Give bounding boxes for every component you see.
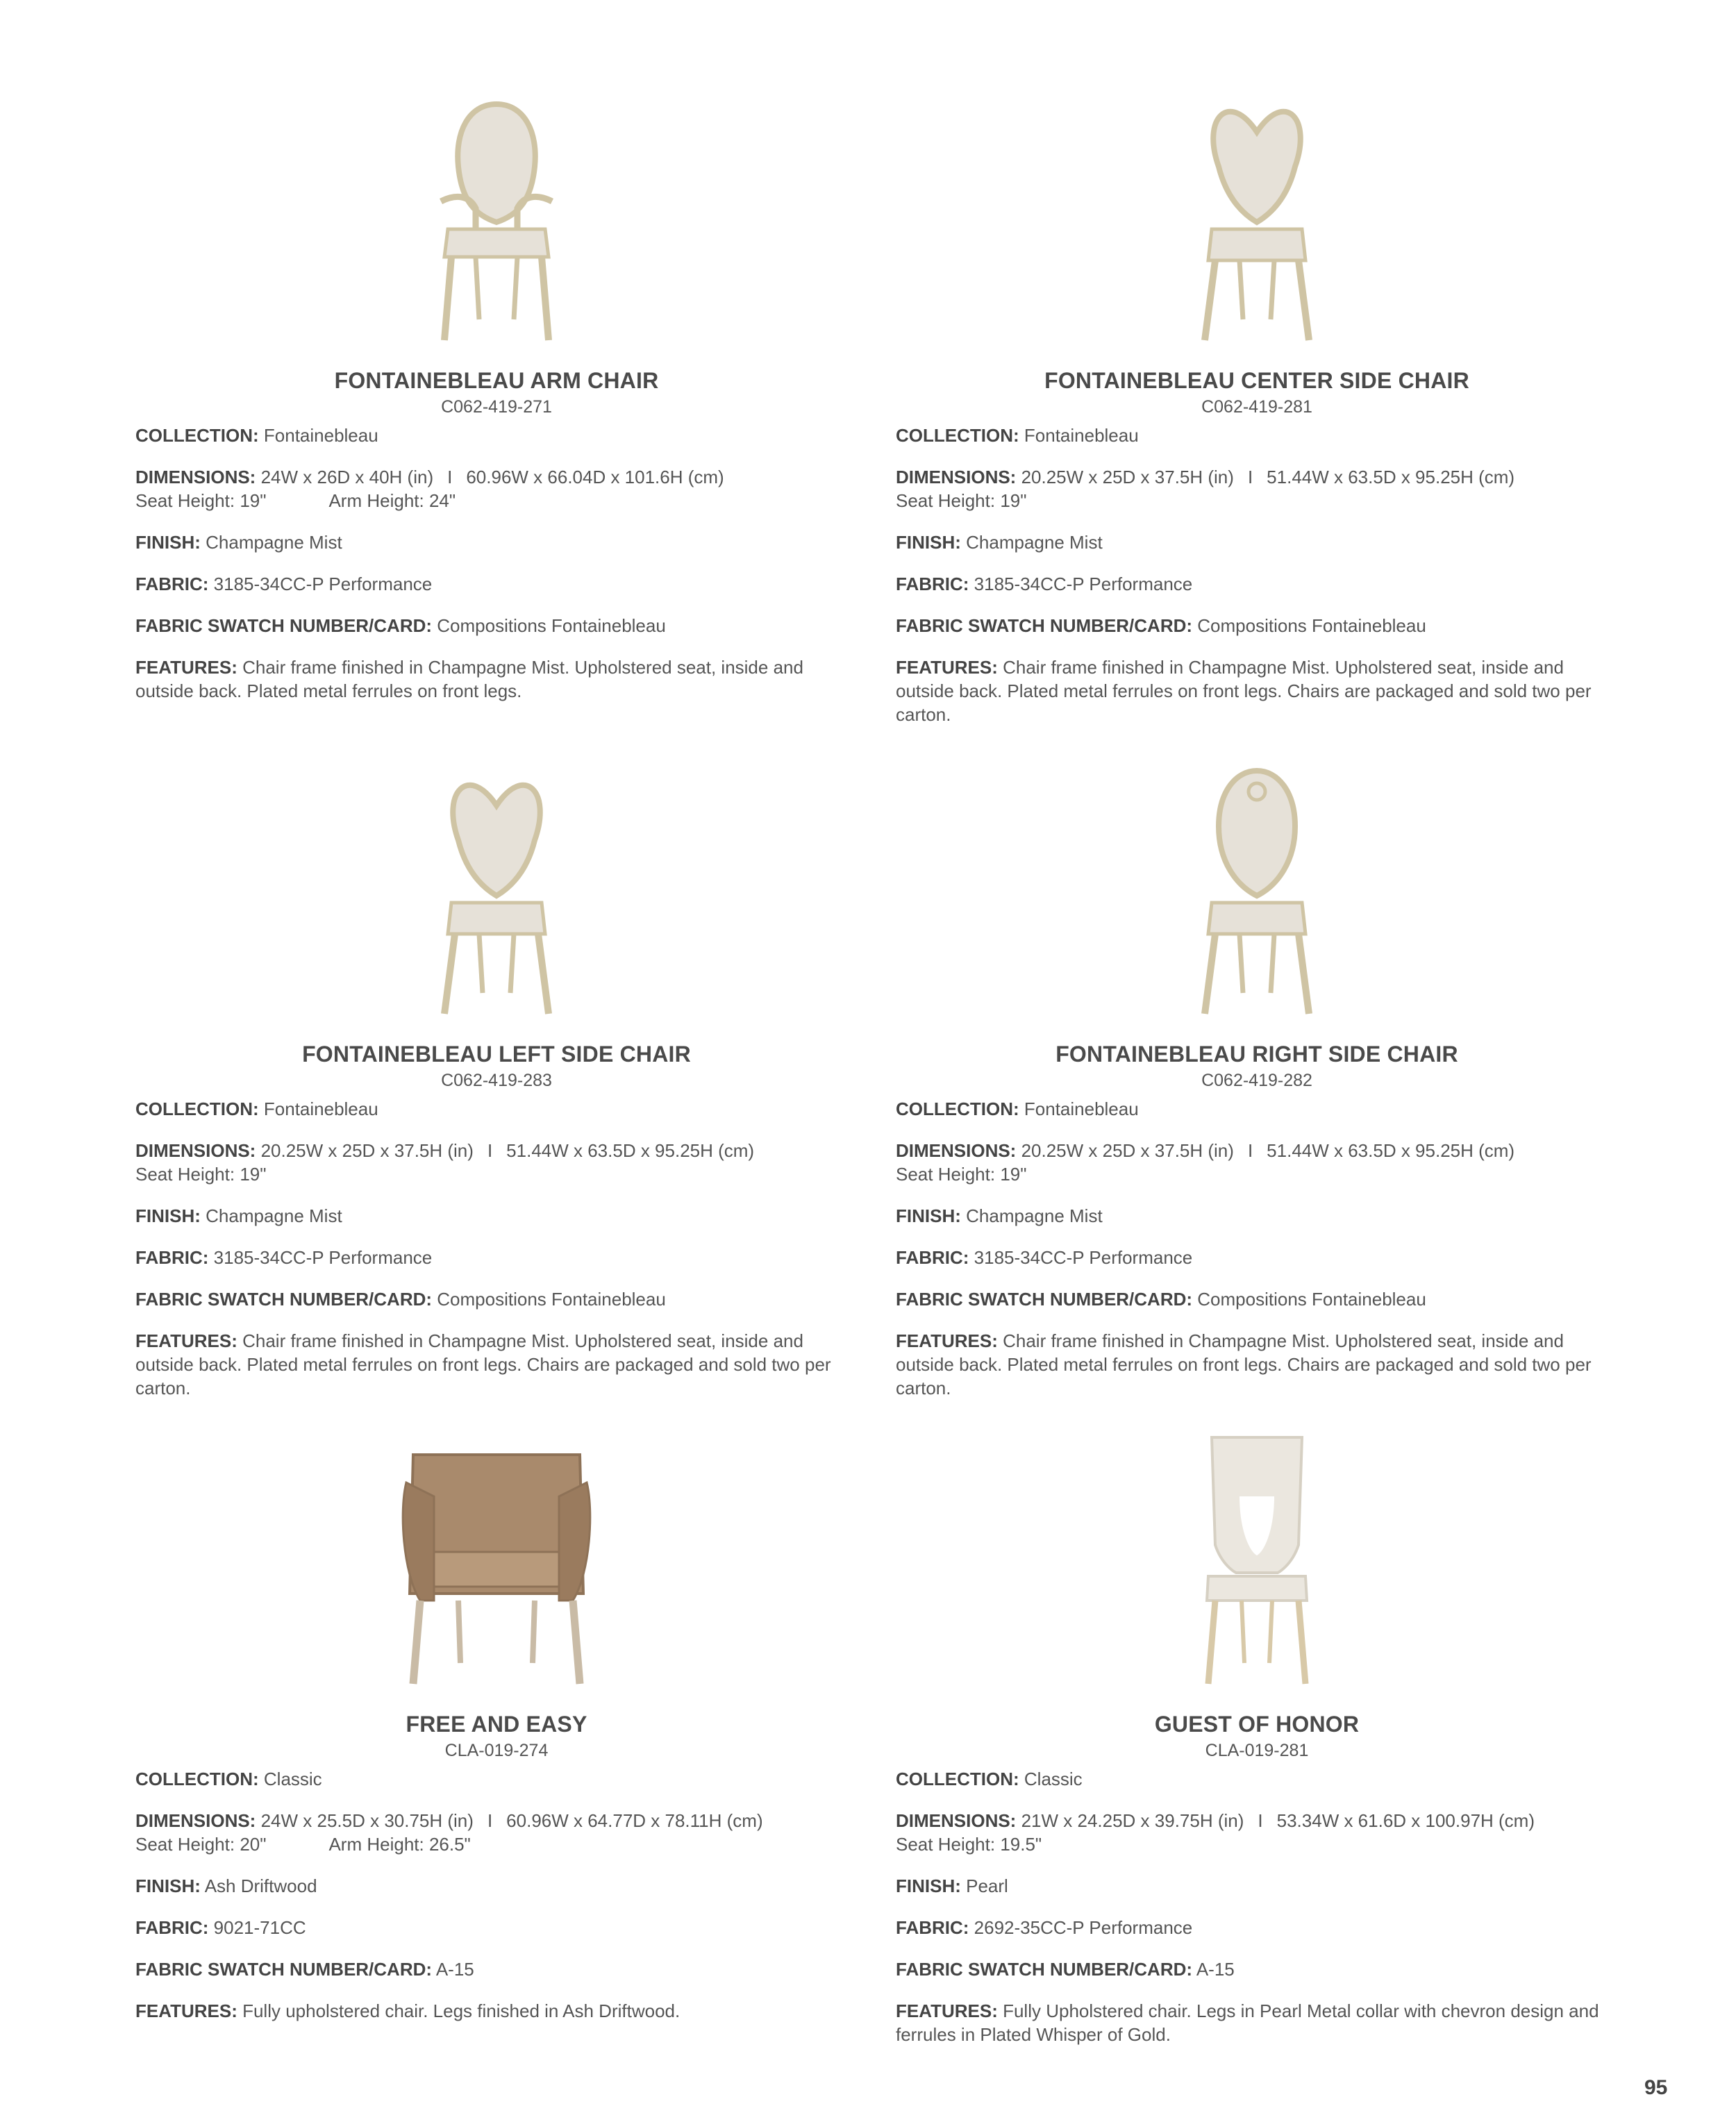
features-row: FEATURES: Chair frame finished in Champagne Mist. Upholstered seat, inside and outside back. Plated metal ferrules on front legs. Chairs are packaged and sold two per carton. <box>135 1330 831 1398</box>
swatch-row: FABRIC SWATCH NUMBER/CARD: Compositions Fontainebleau <box>896 615 1426 636</box>
page-number: 95 <box>1644 2076 1668 2099</box>
collection-row: COLLECTION: Classic <box>135 1769 322 1789</box>
fabric-row: FABRIC: 3185-34CC-P Performance <box>135 1247 433 1268</box>
right-side-chair-image <box>1187 764 1326 1028</box>
dimensions-row: DIMENSIONS: 24W x 25.5D x 30.75H (in) I 60.96W x 64.77D x 78.11H (cm) Seat Height: 20" Arm Height: 26.5" <box>135 1810 763 1855</box>
dimensions-row: DIMENSIONS: 21W x 24.25D x 39.75H (in) I 53.34W x 61.6D x 100.97H (cm) Seat Height: 19.5" <box>896 1810 1535 1855</box>
fabric-row: FABRIC: 3185-34CC-P Performance <box>896 1247 1193 1268</box>
swatch-row: FABRIC SWATCH NUMBER/CARD: A-15 <box>896 1959 1235 1980</box>
product-card <box>135 764 858 1400</box>
product-title: FONTAINEBLEAU LEFT SIDE CHAIR <box>302 1042 691 1067</box>
dimensions-row: DIMENSIONS: 20.25W x 25D x 37.5H (in) I 51.44W x 63.5D x 95.25H (cm) Seat Height: 19" <box>135 1140 755 1185</box>
product-title: FREE AND EASY <box>406 1712 587 1737</box>
finish-row: FINISH: Ash Driftwood <box>135 1875 317 1896</box>
collection-row: COLLECTION: Fontainebleau <box>135 1098 378 1119</box>
features-row: FEATURES: Chair frame finished in Champagne Mist. Upholstered seat, inside and outside back. Plated metal ferrules on front legs. Chairs are packaged and sold two per carton. <box>896 1330 1592 1398</box>
product-sku: CLA-019-274 <box>444 1741 549 1760</box>
collection-row: COLLECTION: Fontainebleau <box>135 425 378 446</box>
finish-row: FINISH: Pearl <box>896 1875 1008 1896</box>
club-chair-image <box>392 1434 601 1698</box>
dimensions-row: DIMENSIONS: 20.25W x 25D x 37.5H (in) I 51.44W x 63.5D x 95.25H (cm) Seat Height: 19" <box>896 467 1515 511</box>
product-card <box>896 90 1618 726</box>
product-image <box>135 764 858 1026</box>
features-row: FEATURES: Fully Upholstered chair. Legs in Pearl Metal collar with chevron design and ferrules in Plated Whisper of Gold. <box>896 2000 1599 2045</box>
product-image <box>896 1434 1618 1696</box>
product-sku: C062-419-281 <box>1201 397 1312 417</box>
product-sku: C062-419-271 <box>441 397 552 417</box>
features-row: FEATURES: Chair frame finished in Champagne Mist. Upholstered seat, inside and outside back. Plated metal ferrules on front legs. Chairs are packaged and sold two per carton. <box>896 657 1592 725</box>
product-sku: CLA-019-281 <box>1205 1741 1309 1760</box>
product-sku: C062-419-282 <box>1201 1071 1312 1090</box>
swatch-row: FABRIC SWATCH NUMBER/CARD: Compositions Fontainebleau <box>135 615 666 636</box>
swatch-row: FABRIC SWATCH NUMBER/CARD: A-15 <box>135 1959 474 1980</box>
swatch-row: FABRIC SWATCH NUMBER/CARD: Compositions Fontainebleau <box>896 1289 1426 1310</box>
dimensions-row: DIMENSIONS: 24W x 26D x 40H (in) I 60.96W x 66.04D x 101.6H (cm) Seat Height: 19" Arm Height: 24" <box>135 467 724 511</box>
left-side-chair-image <box>427 764 566 1028</box>
dimensions-row: DIMENSIONS: 20.25W x 25D x 37.5H (in) I 51.44W x 63.5D x 95.25H (cm) Seat Height: 19" <box>896 1140 1515 1185</box>
product-image <box>135 90 858 353</box>
product-card <box>135 90 858 703</box>
center-side-chair-image <box>1187 90 1326 354</box>
swatch-row: FABRIC SWATCH NUMBER/CARD: Compositions Fontainebleau <box>135 1289 666 1310</box>
product-title: FONTAINEBLEAU CENTER SIDE CHAIR <box>1044 368 1469 393</box>
product-title: FONTAINEBLEAU ARM CHAIR <box>334 368 659 393</box>
features-row: FEATURES: Chair frame finished in Champagne Mist. Upholstered seat, inside and outside back. Plated metal ferrules on front legs. <box>135 657 803 701</box>
product-card <box>896 1434 1618 2046</box>
tall-side-chair-image <box>1187 1434 1326 1698</box>
finish-row: FINISH: Champagne Mist <box>135 1205 342 1226</box>
fabric-row: FABRIC: 3185-34CC-P Performance <box>896 574 1193 594</box>
fabric-row: FABRIC: 9021-71CC <box>135 1917 306 1938</box>
product-sku: C062-419-283 <box>441 1071 552 1090</box>
features-row: FEATURES: Fully upholstered chair. Legs finished in Ash Driftwood. <box>135 2000 681 2021</box>
product-title: GUEST OF HONOR <box>1154 1712 1360 1737</box>
product-card <box>896 764 1618 1400</box>
fabric-row: FABRIC: 2692-35CC-P Performance <box>896 1917 1193 1938</box>
arm-chair-image <box>427 90 566 354</box>
collection-row: COLLECTION: Fontainebleau <box>896 425 1139 446</box>
fabric-row: FABRIC: 3185-34CC-P Performance <box>135 574 433 594</box>
finish-row: FINISH: Champagne Mist <box>896 1205 1103 1226</box>
product-image <box>896 764 1618 1026</box>
product-card <box>135 1434 858 2023</box>
collection-row: COLLECTION: Classic <box>896 1769 1083 1789</box>
product-title: FONTAINEBLEAU RIGHT SIDE CHAIR <box>1055 1042 1458 1067</box>
finish-row: FINISH: Champagne Mist <box>896 532 1103 553</box>
product-image <box>896 90 1618 353</box>
product-image <box>135 1434 858 1696</box>
collection-row: COLLECTION: Fontainebleau <box>896 1098 1139 1119</box>
finish-row: FINISH: Champagne Mist <box>135 532 342 553</box>
